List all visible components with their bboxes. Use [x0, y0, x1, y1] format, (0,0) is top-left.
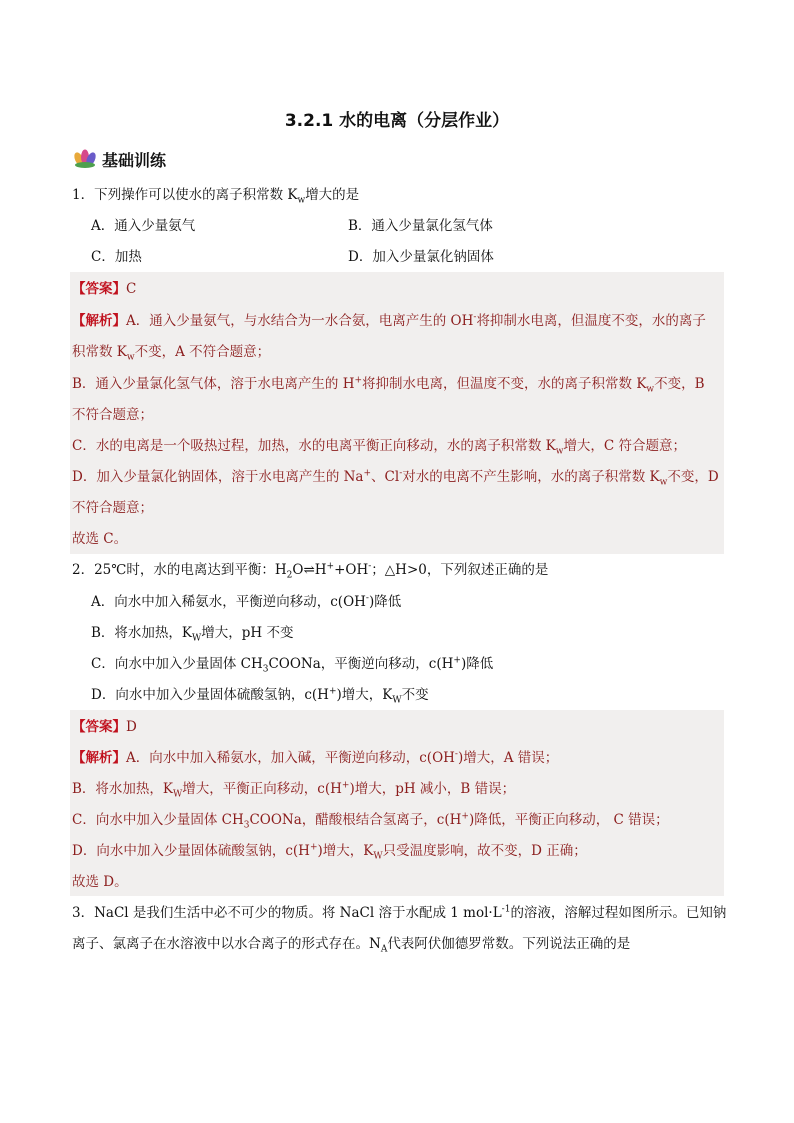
q1-option-c: C．加热 [91, 249, 142, 265]
q2-analysis-d: D．向水中加入少量固体硫酸氢钠，c(H+)增大，$K_W$只受温度影响，故不变，D 正确； [72, 842, 587, 862]
q2-analysis-a: 【解析】A．向水中加入稀氨水，加入碱，平衡逆向移动，c(OH-)增大，A 错误； [72, 749, 559, 766]
q2-answer-box [70, 710, 724, 896]
section-label: 基础训练 [102, 150, 167, 170]
q3-stem-line1: 3．NaCl 是我们生活中必不可少的物质。将 NaCl 溶于水配成 1 $mol\cdot L^{-1}$的溶液，溶解过程如图所示。已知钠 [72, 904, 727, 921]
q1-option-d: D．加入少量氯化钠固体 [348, 249, 494, 265]
q2-analysis-b: B．将水加热，$K_W$增大，平衡正向移动，c(H+)增大，pH 减小，B 错误； [72, 780, 516, 800]
q1-analysis-d2: 不符合题意； [72, 500, 153, 516]
section-header [72, 146, 166, 172]
q2-stem: 2．25℃时，水的电离达到平衡：$H_2O\rightleftharpoons H^++OH^-$；△H>0，下列叙述正确的是 [72, 561, 549, 581]
q2-option-d: D．向水中加入少量固体硫酸氢钠，c(H+)增大，$K_W$不变 [91, 686, 429, 706]
q1-option-a: A．通入少量氨气 [91, 218, 196, 234]
q1-analysis-d1: D．加入少量氯化钠固体，溶于水电离产生的 Na+、Cl-对水的电离不产生影响，水的离子积常数 $K_w$不变，D [72, 468, 719, 488]
q1-answer: 【答案】C [72, 281, 137, 297]
flower-icon [72, 149, 98, 169]
q1-analysis-a1: 【解析】A．通入少量氨气，与水结合为一水合氨，电离产生的 OH-将抑制水电离，但温度不变，水的离子 [72, 312, 706, 329]
q3-stem-line2: 离子、氯离子在水溶液中以水合离子的形式存在。$N_A$代表阿伏伽德罗常数。下列说法正确的是 [72, 936, 631, 955]
q2-option-b: B．将水加热，$K_W$增大，pH 不变 [91, 625, 294, 644]
q1-conclusion: 故选 C。 [72, 531, 128, 547]
q1-stem: 1．下列操作可以使水的离子积常数 $K_w$增大的是 [72, 187, 360, 206]
page-title: 3.2.1 水的电离（分层作业） [284, 111, 510, 131]
q1-option-b: B．通入少量氯化氢气体 [348, 218, 493, 234]
q1-analysis-b1: B．通入少量氯化氢气体，溶于水电离产生的 H+将抑制水电离，但温度不变，水的离子积常数 $K_w$不变，B [72, 375, 705, 395]
q2-analysis-c: C．向水中加入少量固体 $CH_3COONa$，醋酸根结合氢离子，c(H+)降低，平衡正向移动， C 错误； [72, 811, 669, 831]
q1-analysis-b2: 不符合题意； [72, 407, 153, 423]
q2-answer: 【答案】D [72, 719, 137, 735]
q1-analysis-a2: 积常数 $K_w$不变，A 不符合题意； [72, 344, 271, 363]
q2-option-a: A．向水中加入稀氨水，平衡逆向移动，c(OH-)降低 [91, 593, 402, 610]
q2-option-c: C．向水中加入少量固体 $CH_3COONa$，平衡逆向移动，c(H+)降低 [91, 655, 494, 675]
q2-conclusion: 故选 D。 [72, 874, 128, 890]
q1-analysis-c1: C．水的电离是一个吸热过程，加热，水的电离平衡正向移动，水的离子积常数 $K_w$增大，C 符合题意； [72, 438, 687, 457]
